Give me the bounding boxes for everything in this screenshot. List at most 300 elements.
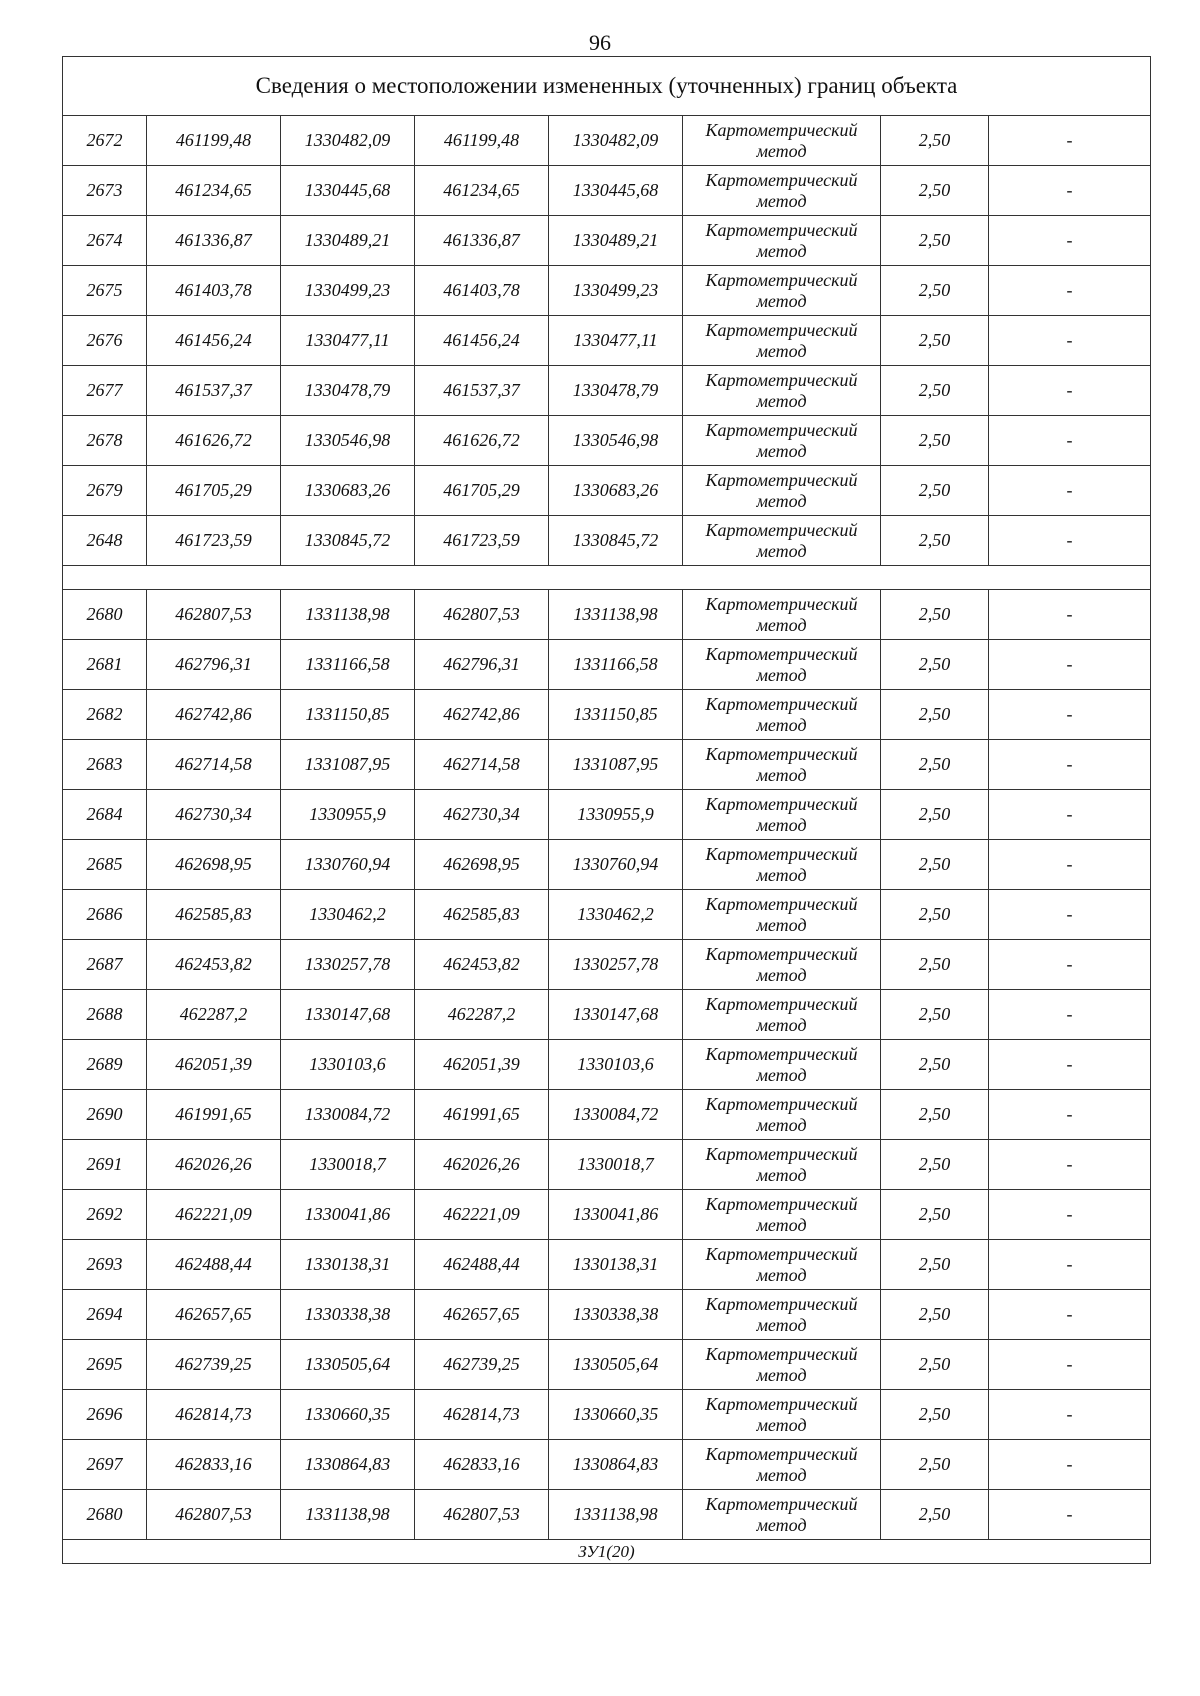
determination-method xyxy=(683,840,881,890)
x-coordinate-existing: 461723,59 xyxy=(147,516,281,566)
determination-method xyxy=(683,740,881,790)
table-title-row xyxy=(63,57,1151,116)
accuracy-value: 2,50 xyxy=(881,366,989,416)
point-number: 2687 xyxy=(63,940,147,990)
accuracy-value: 2,50 xyxy=(881,316,989,366)
x-coordinate-existing: 462714,58 xyxy=(147,740,281,790)
point-number: 2697 xyxy=(63,1440,147,1490)
determination-method xyxy=(683,266,881,316)
table-row xyxy=(63,740,1151,790)
determination-method xyxy=(683,416,881,466)
x-coordinate-refined: 462221,09 xyxy=(415,1190,549,1240)
x-coordinate-refined: 461456,24 xyxy=(415,316,549,366)
method-line-2: метод xyxy=(756,914,807,935)
method-line-1: Картометрический xyxy=(705,1393,858,1414)
point-number: 2673 xyxy=(63,166,147,216)
accuracy-value: 2,50 xyxy=(881,1040,989,1090)
table-row xyxy=(63,216,1151,266)
x-coordinate-refined: 462796,31 xyxy=(415,640,549,690)
point-number: 2683 xyxy=(63,740,147,790)
determination-method xyxy=(683,1190,881,1240)
x-coordinate-existing: 462585,83 xyxy=(147,890,281,940)
determination-method xyxy=(683,466,881,516)
point-description: - xyxy=(989,1090,1151,1140)
y-coordinate-refined: 1330505,64 xyxy=(549,1340,683,1390)
y-coordinate-refined: 1330499,23 xyxy=(549,266,683,316)
table-row xyxy=(63,466,1151,516)
accuracy-value: 2,50 xyxy=(881,840,989,890)
x-coordinate-existing: 462833,16 xyxy=(147,1440,281,1490)
determination-method xyxy=(683,590,881,640)
point-description: - xyxy=(989,366,1151,416)
method-line-2: метод xyxy=(756,964,807,985)
method-line-2: метод xyxy=(756,764,807,785)
point-description: - xyxy=(989,416,1151,466)
table-row xyxy=(63,1140,1151,1190)
method-line-2: метод xyxy=(756,440,807,461)
y-coordinate-refined: 1330482,09 xyxy=(549,116,683,166)
x-coordinate-existing: 462814,73 xyxy=(147,1390,281,1440)
determination-method xyxy=(683,116,881,166)
table-row xyxy=(63,1190,1151,1240)
table-row xyxy=(63,1290,1151,1340)
x-coordinate-refined: 462287,2 xyxy=(415,990,549,1040)
x-coordinate-existing: 462026,26 xyxy=(147,1140,281,1190)
determination-method xyxy=(683,1240,881,1290)
y-coordinate-refined: 1331166,58 xyxy=(549,640,683,690)
method-line-2: метод xyxy=(756,1314,807,1335)
x-coordinate-existing: 462221,09 xyxy=(147,1190,281,1240)
point-description: - xyxy=(989,316,1151,366)
method-line-2: метод xyxy=(756,540,807,561)
table-row xyxy=(63,1240,1151,1290)
method-line-2: метод xyxy=(756,490,807,511)
x-coordinate-refined: 462833,16 xyxy=(415,1440,549,1490)
method-line-2: метод xyxy=(756,1464,807,1485)
point-description: - xyxy=(989,466,1151,516)
y-coordinate-refined: 1330760,94 xyxy=(549,840,683,890)
y-coordinate-existing: 1330955,9 xyxy=(281,790,415,840)
x-coordinate-refined: 461723,59 xyxy=(415,516,549,566)
y-coordinate-existing: 1330147,68 xyxy=(281,990,415,1040)
method-line-2: метод xyxy=(756,240,807,261)
method-line-2: метод xyxy=(756,664,807,685)
y-coordinate-existing: 1330338,38 xyxy=(281,1290,415,1340)
plot-identifier: ЗУ1(20) xyxy=(63,1540,1151,1564)
x-coordinate-refined: 461626,72 xyxy=(415,416,549,466)
determination-method xyxy=(683,990,881,1040)
group-separator-row xyxy=(63,566,1151,590)
x-coordinate-refined: 462051,39 xyxy=(415,1040,549,1090)
point-description: - xyxy=(989,940,1151,990)
determination-method xyxy=(683,1090,881,1140)
point-number: 2672 xyxy=(63,116,147,166)
point-description: - xyxy=(989,1390,1151,1440)
x-coordinate-refined: 461403,78 xyxy=(415,266,549,316)
x-coordinate-existing: 462051,39 xyxy=(147,1040,281,1090)
x-coordinate-refined: 462807,53 xyxy=(415,590,549,640)
x-coordinate-refined: 461199,48 xyxy=(415,116,549,166)
method-line-1: Картометрический xyxy=(705,993,858,1014)
accuracy-value: 2,50 xyxy=(881,166,989,216)
y-coordinate-refined: 1330478,79 xyxy=(549,366,683,416)
method-line-2: метод xyxy=(756,390,807,411)
determination-method xyxy=(683,890,881,940)
determination-method xyxy=(683,366,881,416)
point-description: - xyxy=(989,1290,1151,1340)
point-description: - xyxy=(989,1340,1151,1390)
y-coordinate-existing: 1331087,95 xyxy=(281,740,415,790)
accuracy-value: 2,50 xyxy=(881,266,989,316)
accuracy-value: 2,50 xyxy=(881,1340,989,1390)
y-coordinate-existing: 1330103,6 xyxy=(281,1040,415,1090)
determination-method xyxy=(683,216,881,266)
table-row xyxy=(63,790,1151,840)
accuracy-value: 2,50 xyxy=(881,216,989,266)
table-row xyxy=(63,366,1151,416)
y-coordinate-existing: 1330845,72 xyxy=(281,516,415,566)
method-line-1: Картометрический xyxy=(705,1043,858,1064)
x-coordinate-existing: 462796,31 xyxy=(147,640,281,690)
table-row xyxy=(63,1340,1151,1390)
accuracy-value: 2,50 xyxy=(881,940,989,990)
x-coordinate-refined: 462026,26 xyxy=(415,1140,549,1190)
determination-method xyxy=(683,790,881,840)
y-coordinate-refined: 1330103,6 xyxy=(549,1040,683,1090)
point-description: - xyxy=(989,1140,1151,1190)
x-coordinate-existing: 462730,34 xyxy=(147,790,281,840)
table-title: Сведения о местоположении измененных (уточненных) границ объекта xyxy=(63,57,1151,116)
x-coordinate-refined: 462585,83 xyxy=(415,890,549,940)
x-coordinate-existing: 461403,78 xyxy=(147,266,281,316)
x-coordinate-refined: 462657,65 xyxy=(415,1290,549,1340)
accuracy-value: 2,50 xyxy=(881,890,989,940)
accuracy-value: 2,50 xyxy=(881,740,989,790)
point-number: 2677 xyxy=(63,366,147,416)
method-line-1: Картометрический xyxy=(705,219,858,240)
accuracy-value: 2,50 xyxy=(881,690,989,740)
point-description: - xyxy=(989,990,1151,1040)
x-coordinate-refined: 462698,95 xyxy=(415,840,549,890)
y-coordinate-existing: 1330683,26 xyxy=(281,466,415,516)
method-line-1: Картометрический xyxy=(705,1243,858,1264)
point-number: 2696 xyxy=(63,1390,147,1440)
x-coordinate-existing: 461199,48 xyxy=(147,116,281,166)
point-description: - xyxy=(989,590,1151,640)
table-row xyxy=(63,116,1151,166)
accuracy-value: 2,50 xyxy=(881,1390,989,1440)
method-line-2: метод xyxy=(756,1014,807,1035)
x-coordinate-existing: 462287,2 xyxy=(147,990,281,1040)
x-coordinate-existing: 462807,53 xyxy=(147,1490,281,1540)
y-coordinate-refined: 1331138,98 xyxy=(549,590,683,640)
determination-method xyxy=(683,640,881,690)
determination-method xyxy=(683,690,881,740)
point-number: 2693 xyxy=(63,1240,147,1290)
y-coordinate-refined: 1330955,9 xyxy=(549,790,683,840)
method-line-1: Картометрический xyxy=(705,1293,858,1314)
y-coordinate-existing: 1331138,98 xyxy=(281,1490,415,1540)
table-row xyxy=(63,1090,1151,1140)
x-coordinate-existing: 461336,87 xyxy=(147,216,281,266)
point-number: 2681 xyxy=(63,640,147,690)
y-coordinate-refined: 1330660,35 xyxy=(549,1390,683,1440)
x-coordinate-existing: 462488,44 xyxy=(147,1240,281,1290)
method-line-1: Картометрический xyxy=(705,743,858,764)
point-description: - xyxy=(989,640,1151,690)
method-line-2: метод xyxy=(756,290,807,311)
table-row xyxy=(63,1040,1151,1090)
accuracy-value: 2,50 xyxy=(881,1140,989,1190)
point-description: - xyxy=(989,790,1151,840)
x-coordinate-refined: 462453,82 xyxy=(415,940,549,990)
accuracy-value: 2,50 xyxy=(881,416,989,466)
point-number: 2692 xyxy=(63,1190,147,1240)
table-row xyxy=(63,166,1151,216)
x-coordinate-existing: 461456,24 xyxy=(147,316,281,366)
point-number: 2676 xyxy=(63,316,147,366)
accuracy-value: 2,50 xyxy=(881,1190,989,1240)
determination-method xyxy=(683,1040,881,1090)
table-row xyxy=(63,940,1151,990)
y-coordinate-refined: 1330338,38 xyxy=(549,1290,683,1340)
x-coordinate-refined: 462814,73 xyxy=(415,1390,549,1440)
table-row xyxy=(63,1390,1151,1440)
determination-method xyxy=(683,316,881,366)
method-line-1: Картометрический xyxy=(705,369,858,390)
table-row xyxy=(63,840,1151,890)
y-coordinate-refined: 1330546,98 xyxy=(549,416,683,466)
accuracy-value: 2,50 xyxy=(881,990,989,1040)
determination-method xyxy=(683,1340,881,1390)
determination-method xyxy=(683,516,881,566)
x-coordinate-refined: 461234,65 xyxy=(415,166,549,216)
accuracy-value: 2,50 xyxy=(881,116,989,166)
method-line-1: Картометрический xyxy=(705,1093,858,1114)
x-coordinate-refined: 462807,53 xyxy=(415,1490,549,1540)
method-line-1: Картометрический xyxy=(705,893,858,914)
point-description: - xyxy=(989,740,1151,790)
point-description: - xyxy=(989,690,1151,740)
method-line-2: метод xyxy=(756,1514,807,1535)
x-coordinate-existing: 461626,72 xyxy=(147,416,281,466)
y-coordinate-existing: 1330546,98 xyxy=(281,416,415,466)
method-line-1: Картометрический xyxy=(705,1443,858,1464)
point-description: - xyxy=(989,840,1151,890)
point-number: 2690 xyxy=(63,1090,147,1140)
x-coordinate-refined: 461705,29 xyxy=(415,466,549,516)
y-coordinate-existing: 1331150,85 xyxy=(281,690,415,740)
determination-method xyxy=(683,1490,881,1540)
table-row xyxy=(63,316,1151,366)
point-number: 2686 xyxy=(63,890,147,940)
y-coordinate-existing: 1330257,78 xyxy=(281,940,415,990)
accuracy-value: 2,50 xyxy=(881,590,989,640)
x-coordinate-refined: 462488,44 xyxy=(415,1240,549,1290)
y-coordinate-existing: 1330477,11 xyxy=(281,316,415,366)
y-coordinate-existing: 1330505,64 xyxy=(281,1340,415,1390)
method-line-1: Картометрический xyxy=(705,793,858,814)
table-row xyxy=(63,416,1151,466)
method-line-2: метод xyxy=(756,1064,807,1085)
x-coordinate-existing: 462739,25 xyxy=(147,1340,281,1390)
y-coordinate-refined: 1330084,72 xyxy=(549,1090,683,1140)
y-coordinate-refined: 1330683,26 xyxy=(549,466,683,516)
x-coordinate-existing: 461234,65 xyxy=(147,166,281,216)
determination-method xyxy=(683,1390,881,1440)
point-number: 2685 xyxy=(63,840,147,890)
point-number: 2684 xyxy=(63,790,147,840)
point-number: 2689 xyxy=(63,1040,147,1090)
point-description: - xyxy=(989,1440,1151,1490)
accuracy-value: 2,50 xyxy=(881,1440,989,1490)
y-coordinate-refined: 1330477,11 xyxy=(549,316,683,366)
y-coordinate-refined: 1330445,68 xyxy=(549,166,683,216)
method-line-1: Картометрический xyxy=(705,519,858,540)
method-line-1: Картометрический xyxy=(705,593,858,614)
y-coordinate-refined: 1331087,95 xyxy=(549,740,683,790)
accuracy-value: 2,50 xyxy=(881,1290,989,1340)
point-number: 2674 xyxy=(63,216,147,266)
determination-method xyxy=(683,1440,881,1490)
x-coordinate-existing: 462807,53 xyxy=(147,590,281,640)
y-coordinate-refined: 1330147,68 xyxy=(549,990,683,1040)
method-line-2: метод xyxy=(756,864,807,885)
method-line-2: метод xyxy=(756,1364,807,1385)
point-number: 2680 xyxy=(63,590,147,640)
method-line-2: метод xyxy=(756,814,807,835)
y-coordinate-existing: 1330482,09 xyxy=(281,116,415,166)
method-line-1: Картометрический xyxy=(705,643,858,664)
accuracy-value: 2,50 xyxy=(881,790,989,840)
y-coordinate-existing: 1330478,79 xyxy=(281,366,415,416)
accuracy-value: 2,50 xyxy=(881,466,989,516)
point-description: - xyxy=(989,1190,1151,1240)
method-line-2: метод xyxy=(756,340,807,361)
accuracy-value: 2,50 xyxy=(881,1090,989,1140)
method-line-1: Картометрический xyxy=(705,843,858,864)
determination-method xyxy=(683,1290,881,1340)
table-row xyxy=(63,990,1151,1040)
x-coordinate-refined: 461336,87 xyxy=(415,216,549,266)
point-description: - xyxy=(989,116,1151,166)
x-coordinate-refined: 462742,86 xyxy=(415,690,549,740)
y-coordinate-existing: 1330138,31 xyxy=(281,1240,415,1290)
y-coordinate-refined: 1331138,98 xyxy=(549,1490,683,1540)
table-footer-row xyxy=(63,1540,1151,1564)
point-number: 2675 xyxy=(63,266,147,316)
method-line-1: Картометрический xyxy=(705,693,858,714)
determination-method xyxy=(683,940,881,990)
y-coordinate-refined: 1330845,72 xyxy=(549,516,683,566)
point-number: 2695 xyxy=(63,1340,147,1390)
point-number: 2688 xyxy=(63,990,147,1040)
method-line-1: Картометрический xyxy=(705,1493,858,1514)
table-row xyxy=(63,590,1151,640)
method-line-1: Картометрический xyxy=(705,169,858,190)
table-row xyxy=(63,890,1151,940)
method-line-1: Картометрический xyxy=(705,1343,858,1364)
y-coordinate-refined: 1330257,78 xyxy=(549,940,683,990)
method-line-1: Картометрический xyxy=(705,419,858,440)
page-number: 96 xyxy=(589,30,611,55)
x-coordinate-existing: 462742,86 xyxy=(147,690,281,740)
x-coordinate-existing: 462698,95 xyxy=(147,840,281,890)
point-description: - xyxy=(989,1490,1151,1540)
table-row xyxy=(63,690,1151,740)
group-separator xyxy=(63,566,1151,590)
method-line-2: метод xyxy=(756,714,807,735)
method-line-2: метод xyxy=(756,1114,807,1135)
accuracy-value: 2,50 xyxy=(881,516,989,566)
boundary-coordinates-table xyxy=(62,56,1151,1564)
x-coordinate-refined: 462714,58 xyxy=(415,740,549,790)
y-coordinate-existing: 1330760,94 xyxy=(281,840,415,890)
method-line-2: метод xyxy=(756,140,807,161)
table-row xyxy=(63,1440,1151,1490)
method-line-2: метод xyxy=(756,190,807,211)
y-coordinate-existing: 1330864,83 xyxy=(281,1440,415,1490)
point-number: 2648 xyxy=(63,516,147,566)
method-line-2: метод xyxy=(756,1214,807,1235)
y-coordinate-existing: 1330660,35 xyxy=(281,1390,415,1440)
point-number: 2678 xyxy=(63,416,147,466)
method-line-1: Картометрический xyxy=(705,319,858,340)
y-coordinate-existing: 1330489,21 xyxy=(281,216,415,266)
y-coordinate-existing: 1331138,98 xyxy=(281,590,415,640)
point-description: - xyxy=(989,516,1151,566)
method-line-1: Картометрический xyxy=(705,943,858,964)
table-row xyxy=(63,516,1151,566)
point-number: 2694 xyxy=(63,1290,147,1340)
point-number: 2680 xyxy=(63,1490,147,1540)
y-coordinate-existing: 1330499,23 xyxy=(281,266,415,316)
point-number: 2691 xyxy=(63,1140,147,1190)
method-line-1: Картометрический xyxy=(705,469,858,490)
x-coordinate-existing: 461991,65 xyxy=(147,1090,281,1140)
x-coordinate-refined: 462739,25 xyxy=(415,1340,549,1390)
table-row xyxy=(63,640,1151,690)
determination-method xyxy=(683,166,881,216)
y-coordinate-existing: 1330462,2 xyxy=(281,890,415,940)
method-line-2: метод xyxy=(756,1264,807,1285)
x-coordinate-refined: 461537,37 xyxy=(415,366,549,416)
x-coordinate-existing: 461537,37 xyxy=(147,366,281,416)
x-coordinate-refined: 461991,65 xyxy=(415,1090,549,1140)
method-line-1: Картометрический xyxy=(705,119,858,140)
x-coordinate-existing: 462453,82 xyxy=(147,940,281,990)
y-coordinate-existing: 1330084,72 xyxy=(281,1090,415,1140)
accuracy-value: 2,50 xyxy=(881,640,989,690)
x-coordinate-refined: 462730,34 xyxy=(415,790,549,840)
point-description: - xyxy=(989,890,1151,940)
point-description: - xyxy=(989,1040,1151,1090)
y-coordinate-existing: 1330445,68 xyxy=(281,166,415,216)
y-coordinate-refined: 1330138,31 xyxy=(549,1240,683,1290)
accuracy-value: 2,50 xyxy=(881,1240,989,1290)
y-coordinate-refined: 1330018,7 xyxy=(549,1140,683,1190)
method-line-2: метод xyxy=(756,1164,807,1185)
accuracy-value: 2,50 xyxy=(881,1490,989,1540)
point-description: - xyxy=(989,216,1151,266)
y-coordinate-existing: 1330041,86 xyxy=(281,1190,415,1240)
y-coordinate-existing: 1331166,58 xyxy=(281,640,415,690)
point-description: - xyxy=(989,266,1151,316)
y-coordinate-refined: 1330041,86 xyxy=(549,1190,683,1240)
method-line-1: Картометрический xyxy=(705,1193,858,1214)
determination-method xyxy=(683,1140,881,1190)
y-coordinate-refined: 1330864,83 xyxy=(549,1440,683,1490)
